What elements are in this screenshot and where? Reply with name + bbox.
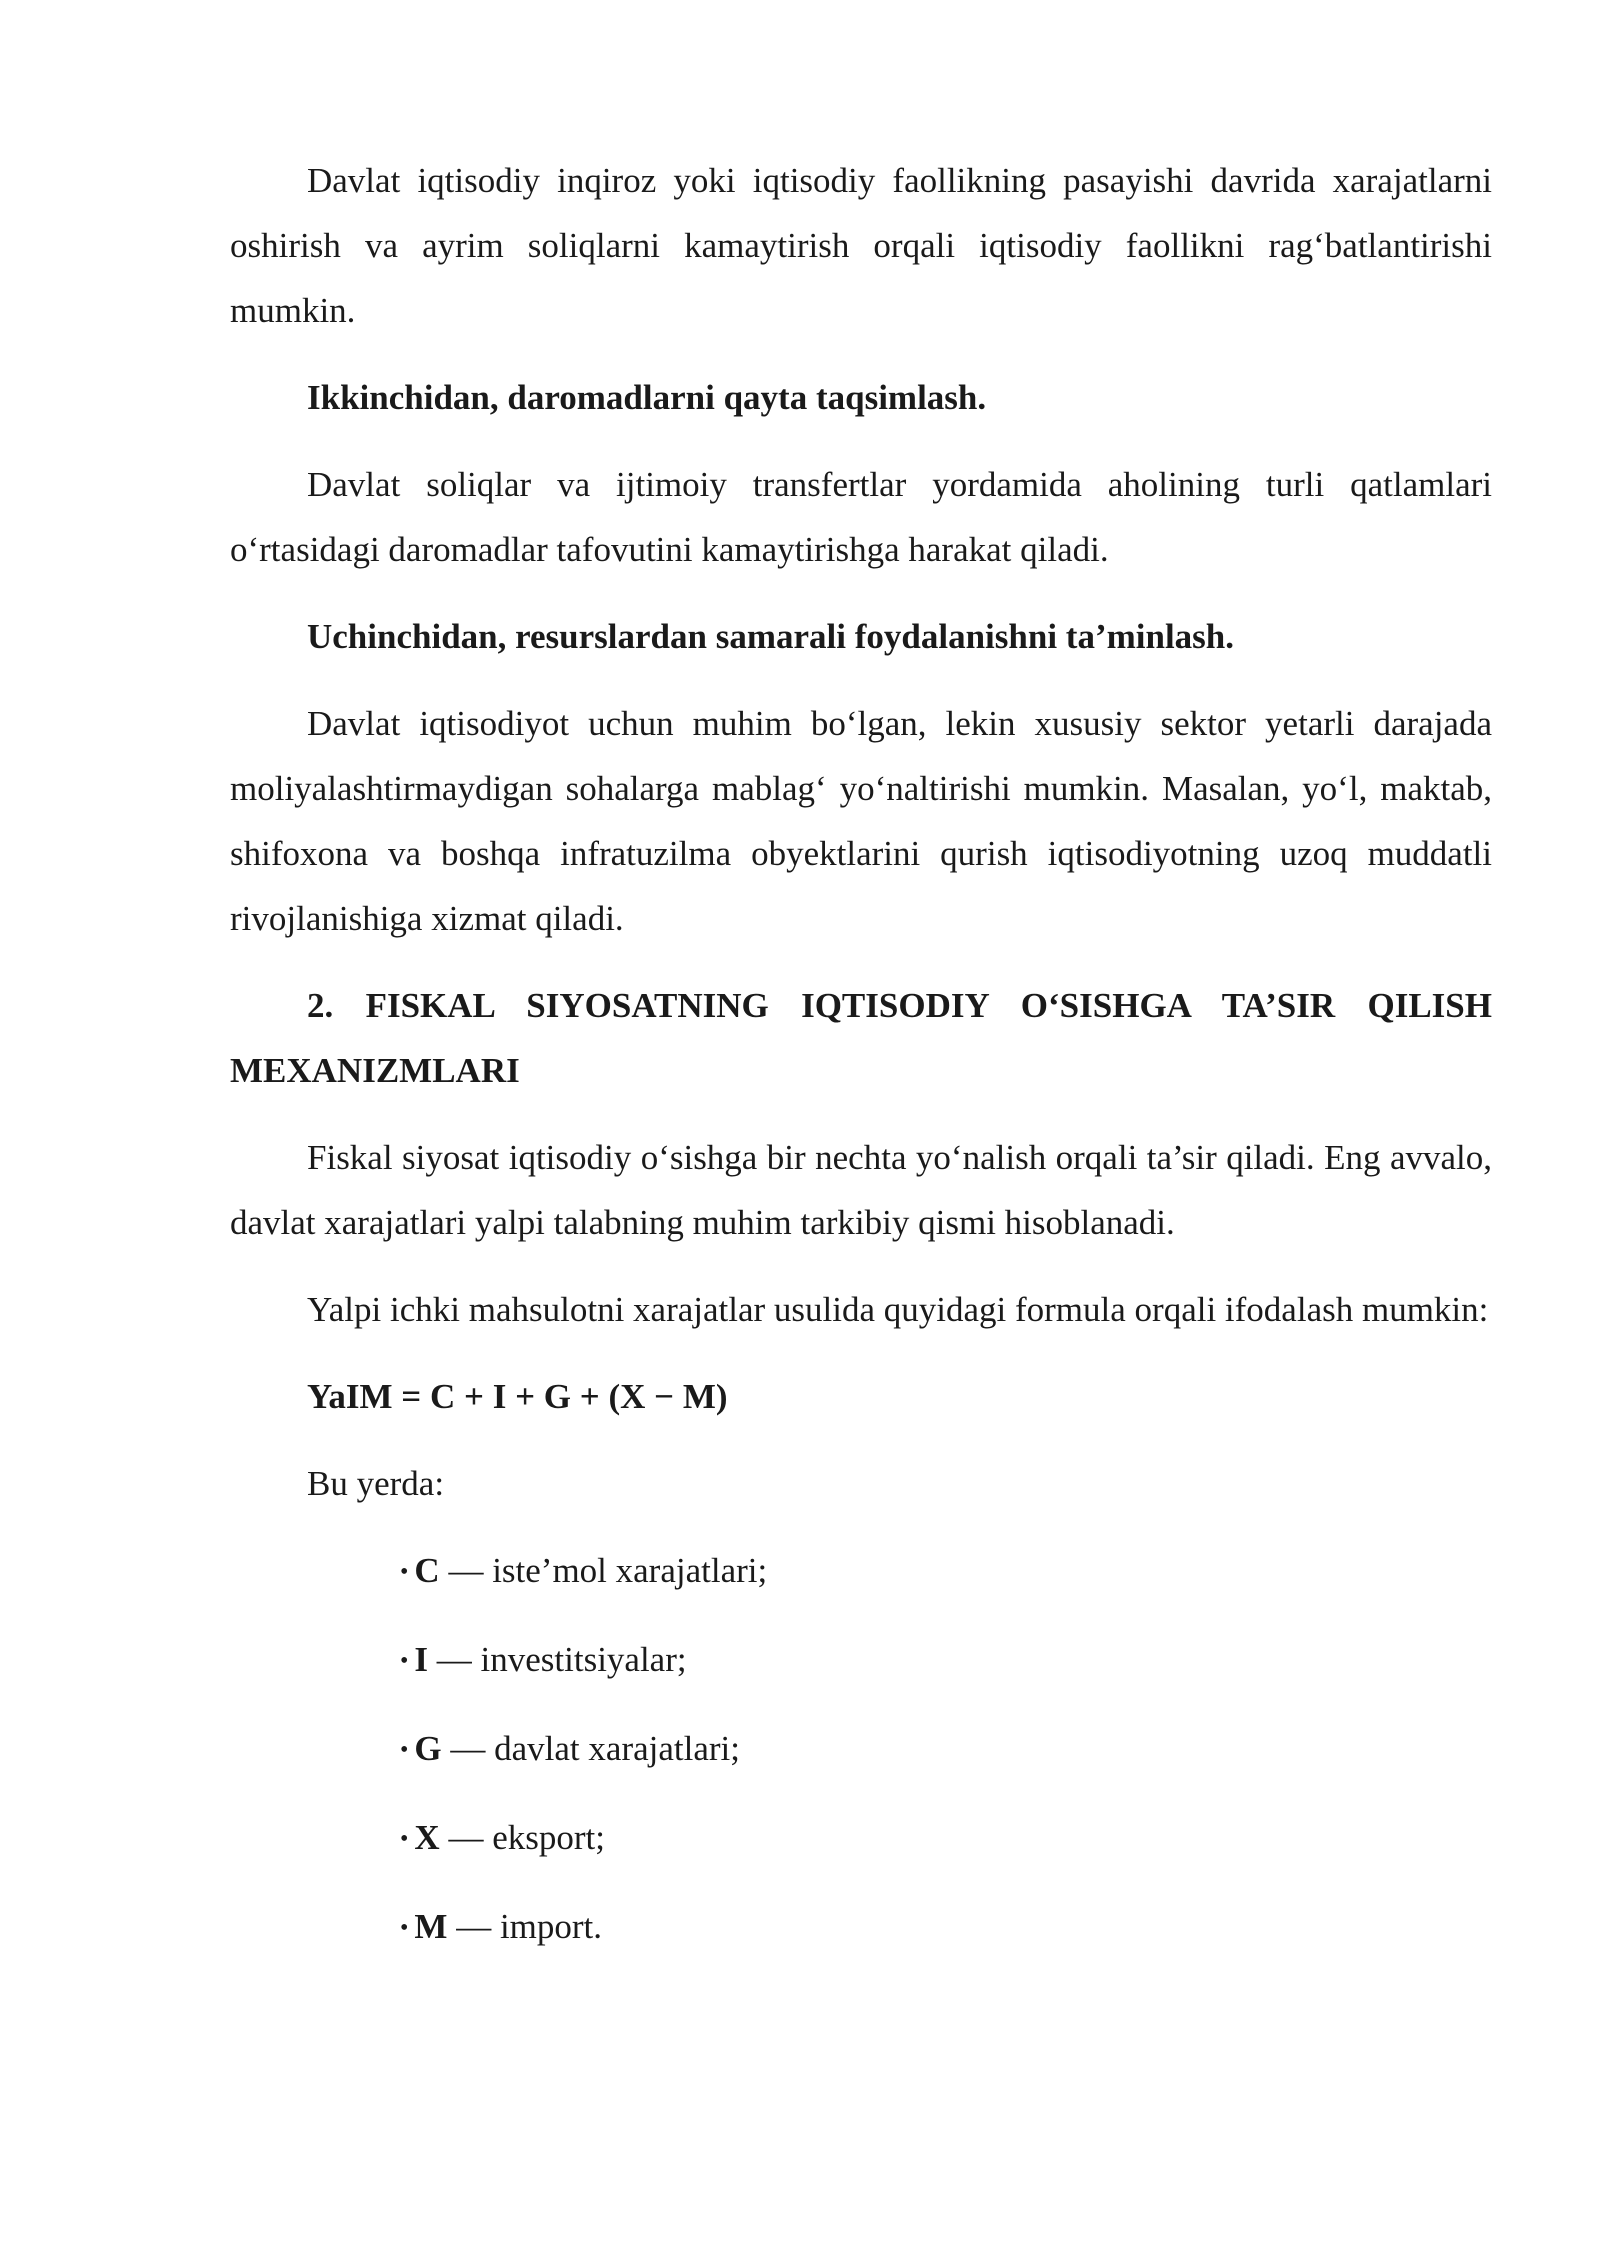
- paragraph-resource-efficiency: Davlat iqtisodiyot uchun muhim bo‘lgan, lekin xususiy sektor yetarli darajada moliyalashtirmaydigan sohalarga mablag‘ yo‘naltirishi mumkin. Masalan, yo‘l, maktab, shifoxona va boshqa infratuzilma obyektlarini qurish iqtisodiyotning uzoq muddatli rivojlanishiga xizmat qiladi.: [230, 704, 1492, 938]
- bullet-icon: •: [400, 1648, 409, 1674]
- legend-text: — iste’mol xarajatlari;: [439, 1551, 768, 1590]
- list-item: [400, 1805, 1492, 1872]
- paragraph-fiscal-stimulus: Davlat iqtisodiy inqiroz yoki iqtisodiy faollikning pasayishi davrida xarajatlarni oshirish va ayrim soliqlarni kamaytirish orqali iqtisodiy faollikni rag‘batlantirishi mumkin.: [230, 161, 1492, 330]
- paragraph-income-redistribution: Davlat soliqlar va ijtimoiy transfertlar yordamida aholining turli qatlamlari o‘rtasidagi daromadlar tafovutini kamaytirishga harakat qiladi.: [230, 465, 1492, 569]
- bullet-icon: •: [400, 1737, 409, 1763]
- legend-symbol: C: [414, 1551, 440, 1590]
- list-item: [400, 1538, 1492, 1605]
- legend-text: — import.: [447, 1907, 603, 1946]
- legend-text: — eksport;: [439, 1818, 605, 1857]
- legend-symbol: G: [414, 1729, 442, 1768]
- list-item: [400, 1627, 1492, 1694]
- subheading-income-redistribution: Ikkinchidan, daromadlarni qayta taqsimlash.: [307, 378, 987, 417]
- formula-legend-intro: Bu yerda:: [307, 1464, 445, 1503]
- legend-symbol: M: [414, 1907, 448, 1946]
- legend-text: — investitsiyalar;: [428, 1640, 687, 1679]
- list-item: [400, 1894, 1492, 1961]
- list-item: [400, 1716, 1492, 1783]
- paragraph-gdp-formula-intro: Yalpi ichki mahsulotni xarajatlar usulida quyidagi formula orqali ifodalash mumkin:: [307, 1290, 1489, 1329]
- formula-legend-list: [230, 1538, 1492, 1961]
- document-page: [230, 148, 1492, 1983]
- legend-symbol: X: [414, 1818, 440, 1857]
- legend-text: — davlat xarajatlari;: [441, 1729, 740, 1768]
- bullet-icon: •: [400, 1559, 409, 1585]
- paragraph-growth-channels: Fiskal siyosat iqtisodiy o‘sishga bir nechta yo‘nalish orqali ta’sir qiladi. Eng avvalo, davlat xarajatlari yalpi talabning muhim tarkibiy qismi hisoblanadi.: [230, 1138, 1492, 1242]
- gdp-formula: YaIM = C + I + G + (X − M): [307, 1377, 728, 1416]
- section-heading: 2. FISKAL SIYOSATNING IQTISODIY O‘SISHGA TA’SIR QILISH MEXANIZMLARI: [230, 986, 1492, 1090]
- legend-symbol: I: [414, 1640, 429, 1679]
- bullet-icon: •: [400, 1915, 409, 1941]
- bullet-icon: •: [400, 1826, 409, 1852]
- subheading-resource-efficiency: Uchinchidan, resurslardan samarali foydalanishni ta’minlash.: [307, 617, 1235, 656]
